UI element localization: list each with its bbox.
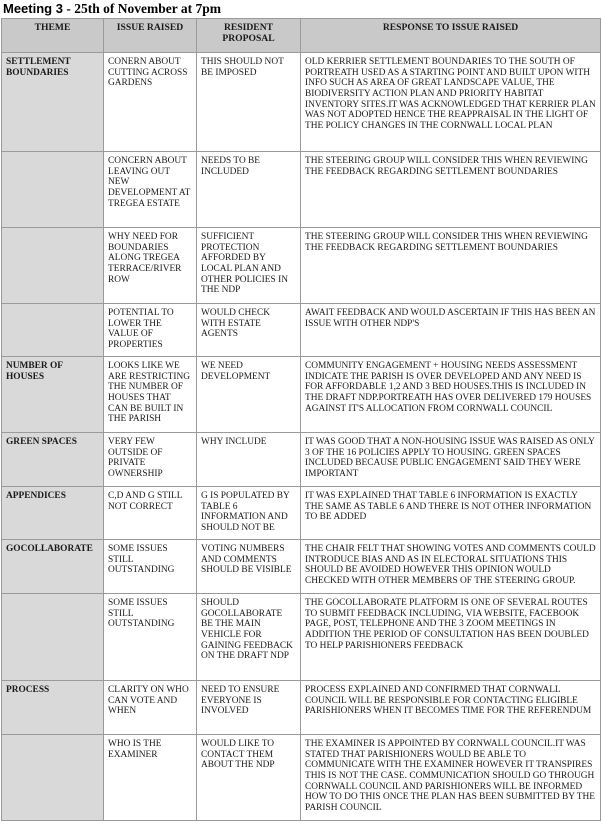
- response-cell: THE EXAMINER IS APPOINTED BY CORNWALL COUNCIL.IT WAS STATED THAT PARISHIONERS WOULD BE ABLE TO COMMUNICATE WITH THE EXAMINER HOWEVER IT TRANSPIRES THIS IS NOT THE CASE. COMMUNICATION SHOULD GO THROUGH CORNWALL COUNCIL AND PARISHIONERS WILL BE INFORMED HOW TO DO THIS ONCE THE PLAN HAS BEEN SUBMITTED BY THE PARISH COUNCIL: [301, 735, 601, 821]
- table-row: [2, 433, 601, 487]
- proposal-cell: NEED TO ENSURE EVERYONE IS INVOLVED: [197, 681, 301, 735]
- minutes-table: [1, 18, 601, 821]
- header-response: RESPONSE TO ISSUE RAISED: [301, 19, 601, 53]
- theme-cell: [2, 152, 104, 228]
- proposal-cell: NEEDS TO BE INCLUDED: [197, 152, 301, 228]
- proposal-cell: VOTING NUMBERS AND COMMENTS SHOULD BE VISIBLE: [197, 540, 301, 594]
- proposal-cell: G IS POPULATED BY TABLE 6 INFORMATION AND SHOULD NOT BE: [197, 487, 301, 540]
- proposal-cell: SHOULD GOCOLLABORATE BE THE MAIN VEHICLE FOR GAINING FEEDBACK ON THE DRAFT NDP: [197, 594, 301, 681]
- issue-cell: CONERN ABOUT CUTTING ACROSS GARDENS: [104, 53, 197, 152]
- page-title: [3, 0, 221, 18]
- issue-cell: C,D AND G STILL NOT CORRECT: [104, 487, 197, 540]
- proposal-cell: WOULD LIKE TO CONTACT THEM ABOUT THE NDP: [197, 735, 301, 821]
- header-theme: THEME: [2, 19, 104, 53]
- proposal-cell: WE NEED DEVELOPMENT: [197, 357, 301, 433]
- theme-cell: APPENDICES: [2, 487, 104, 540]
- response-cell: PROCESS EXPLAINED AND CONFIRMED THAT CORNWALL COUNCIL WILL BE RESPONSIBLE FOR CONTACTING ELIGIBLE PARISHIONERS WHEN IT BECOMES TIME FOR THE REFERENDUM: [301, 681, 601, 735]
- table-row: [2, 487, 601, 540]
- table-row: [2, 152, 601, 228]
- theme-cell: [2, 594, 104, 681]
- theme-cell: [2, 228, 104, 304]
- table-row: [2, 53, 601, 152]
- response-cell: IT WAS EXPLAINED THAT TABLE 6 INFORMATION IS EXACTLY THE SAME AS TABLE 6 AND THERE IS NOT OTHER INFORMATION TO BE ADDED: [301, 487, 601, 540]
- meeting-label: Meeting 3: [3, 1, 63, 16]
- response-cell: THE CHAIR FELT THAT SHOWING VOTES AND COMMENTS COULD INTRODUCE BIAS AND AS IN ELECTORAL SITUATIONS THIS SHOULD BE AVOIDED HOWEVER THIS OPINION WOULD CHECKED WITH OTHER MEMBERS OF THE STEERING GROUP.: [301, 540, 601, 594]
- issue-cell: CONCERN ABOUT LEAVING OUT NEW DEVELOPMENT AT TREGEA ESTATE: [104, 152, 197, 228]
- table-row: [2, 357, 601, 433]
- theme-cell: NUMBER OF HOUSES: [2, 357, 104, 433]
- proposal-cell: WHY INCLUDE: [197, 433, 301, 487]
- meeting-date: - 25th of November at 7pm: [66, 1, 221, 16]
- table-row: [2, 735, 601, 821]
- response-cell: THE GOCOLLABORATE PLATFORM IS ONE OF SEVERAL ROUTES TO SUBMIT FEEDBACK INCLUDING, VIA WEBSITE, FACEBOOK PAGE, POST, TELEPHONE AND THE 3 ZOOM MEETINGS IN ADDITION THE PERIOD OF CONSULTATION HAS BEEN DOUBLED TO HELP PARISHIONERS FEEDBACK: [301, 594, 601, 681]
- table-row: [2, 304, 601, 357]
- theme-cell: GOCOLLABORATE: [2, 540, 104, 594]
- header-resident-proposal: RESIDENT PROPOSAL: [197, 19, 301, 53]
- table-row: [2, 540, 601, 594]
- issue-cell: CLARITY ON WHO CAN VOTE AND WHEN: [104, 681, 197, 735]
- issue-cell: VERY FEW OUTSIDE OF PRIVATE OWNERSHIP: [104, 433, 197, 487]
- table-row: [2, 594, 601, 681]
- response-cell: COMMUNITY ENGAGEMENT + HOUSING NEEDS ASSESSMENT INDICATE THE PARISH IS OVER DEVELOPED AND ANY NEED IS FOR AFFORDABLE 1,2 AND 3 BED HOUSES.THIS IS INCLUDED IN THE DRAFT NDP.PORTREATH HAS OVER DELIVERED 179 HOUSES AGAINST IT'S ALLOCATION FROM CORNWALL COUNCIL: [301, 357, 601, 433]
- theme-cell: PROCESS: [2, 681, 104, 735]
- proposal-cell: WOULD CHECK WITH ESTATE AGENTS: [197, 304, 301, 357]
- issue-cell: LOOKS LIKE WE ARE RESTRICTING THE NUMBER OF HOUSES THAT CAN BE BUILT IN THE PARISH: [104, 357, 197, 433]
- response-cell: THE STEERING GROUP WILL CONSIDER THIS WHEN REVIEWING THE FEEDBACK REGARDING SETTLEMENT BOUNDARIES: [301, 228, 601, 304]
- issue-cell: SOME ISSUES STILL OUTSTANDING: [104, 594, 197, 681]
- issue-cell: POTENTIAL TO LOWER THE VALUE OF PROPERTIES: [104, 304, 197, 357]
- response-cell: AWAIT FEEDBACK AND WOULD ASCERTAIN IF THIS HAS BEEN AN ISSUE WITH OTHER NDP'S: [301, 304, 601, 357]
- issue-cell: SOME ISSUES STILL OUTSTANDING: [104, 540, 197, 594]
- response-cell: IT WAS GOOD THAT A NON-HOUSING ISSUE WAS RAISED AS ONLY 3 OF THE 16 POLICIES APPLY TO HOUSING. GREEN SPACES INCLUDED BECAUSE PUBLIC ENGAGEMENT SAID THEY WERE IMPORTANT: [301, 433, 601, 487]
- table-header-row: [2, 19, 601, 53]
- theme-cell: GREEN SPACES: [2, 433, 104, 487]
- table-row: [2, 681, 601, 735]
- proposal-cell: THIS SHOULD NOT BE IMPOSED: [197, 53, 301, 152]
- proposal-cell: SUFFICIENT PROTECTION AFFORDED BY LOCAL PLAN AND OTHER POLICIES IN THE NDP: [197, 228, 301, 304]
- theme-cell: SETTLEMENT BOUNDARIES: [2, 53, 104, 152]
- response-cell: OLD KERRIER SETTLEMENT BOUNDARIES TO THE SOUTH OF PORTREATH USED AS A STARTING POINT AND BUILT UPON WITH INFO SUCH AS AREA OF GREAT LANDSCAPE VALUE, THE BIODIVERSITY ACTION PLAN AND PRIORITY HABITAT INVENTORY SITES.IT WAS ACKNOWLEDGED THAT KERRIER PLAN WAS NOT ADOPTED HENCE THE REAPPRAISAL IN THE LIGHT OF THE POLICY CHANGES IN THE CORNWALL LOCAL PLAN: [301, 53, 601, 152]
- table-row: [2, 228, 601, 304]
- theme-cell: [2, 735, 104, 821]
- issue-cell: WHY NEED FOR BOUNDARIES ALONG TREGEA TERRACE/RIVER ROW: [104, 228, 197, 304]
- theme-cell: [2, 304, 104, 357]
- header-issue-raised: ISSUE RAISED: [104, 19, 197, 53]
- response-cell: THE STEERING GROUP WILL CONSIDER THIS WHEN REVIEWING THE FEEDBACK REGARDING SETTLEMENT BOUNDARIES: [301, 152, 601, 228]
- issue-cell: WHO IS THE EXAMINER: [104, 735, 197, 821]
